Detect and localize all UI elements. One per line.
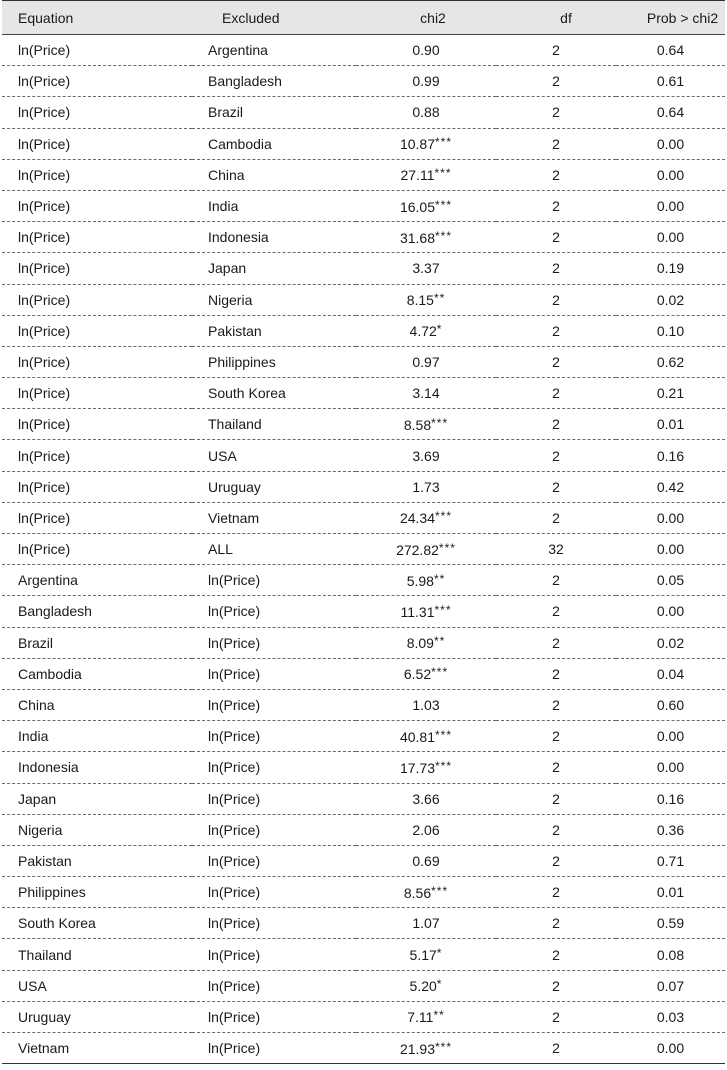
cell-excluded: ln(Price) (208, 665, 261, 682)
table-row (2, 284, 725, 315)
cell-prob: 0.59 (656, 915, 685, 932)
cell-excluded: ln(Price) (208, 1008, 261, 1025)
chi2-value: 10.87 (399, 136, 436, 153)
cell-df: 2 (552, 634, 560, 651)
cell-df: 2 (552, 759, 560, 776)
cell-equation: ln(Price) (18, 416, 71, 433)
cell-prob: 0.00 (656, 198, 685, 215)
table-row (2, 877, 725, 908)
cell-equation: ln(Price) (18, 229, 71, 246)
table-row (2, 128, 725, 159)
significance-stars: *** (435, 758, 453, 773)
table-row (2, 222, 725, 253)
cell-df: 2 (552, 852, 560, 869)
cell-df: 2 (552, 229, 560, 246)
cell-df: 2 (552, 1008, 560, 1025)
cell-prob: 0.03 (656, 1008, 685, 1025)
cell-df: 2 (552, 135, 560, 152)
cell-df: 2 (552, 821, 560, 838)
cell-df: 2 (552, 603, 560, 620)
significance-stars: *** (438, 540, 456, 555)
table-row (2, 66, 725, 97)
cell-chi2 (356, 128, 496, 159)
cell-df: 2 (552, 198, 560, 215)
cell-chi2 (356, 315, 496, 346)
cell-equation: South Korea (18, 915, 96, 932)
significance-stars: * (436, 946, 443, 961)
table-row (2, 908, 725, 939)
cell-prob: 0.16 (656, 790, 685, 807)
table-row (2, 596, 725, 627)
cell-excluded: Brazil (208, 104, 244, 121)
cell-chi2 (356, 877, 496, 908)
cell-excluded: Pakistan (208, 322, 262, 339)
table-row (2, 752, 725, 783)
table-row (2, 1033, 725, 1064)
chi2-value: 3.69 (412, 447, 440, 464)
cell-prob: 0.05 (656, 572, 685, 589)
chi2-value: 0.90 (412, 42, 440, 59)
cell-excluded: Uruguay (208, 478, 261, 495)
significance-stars: *** (431, 665, 449, 680)
cell-prob: 0.62 (656, 353, 685, 370)
cell-equation: ln(Price) (18, 509, 71, 526)
table-row (2, 440, 725, 471)
chi2-value: 1.73 (412, 478, 440, 495)
cell-prob: 0.19 (656, 260, 685, 277)
cell-df: 2 (552, 385, 560, 402)
cell-chi2 (356, 66, 496, 97)
significance-stars: *** (435, 509, 453, 524)
cell-equation: Indonesia (18, 759, 79, 776)
cell-excluded: ln(Price) (208, 634, 261, 651)
chi2-value: 16.05 (399, 198, 436, 215)
cell-df: 2 (552, 260, 560, 277)
table-row (2, 689, 725, 720)
table-row (2, 471, 725, 502)
chi2-value: 0.88 (412, 104, 440, 121)
cell-prob: 0.42 (656, 478, 685, 495)
cell-equation: Nigeria (18, 821, 63, 838)
cell-excluded: Nigeria (208, 291, 253, 308)
significance-stars: * (436, 977, 443, 992)
cell-excluded: Japan (208, 260, 247, 277)
cell-equation: ln(Price) (18, 198, 71, 215)
cell-prob: 0.02 (656, 291, 685, 308)
cell-prob: 0.60 (656, 697, 685, 714)
cell-prob: 0.02 (656, 634, 685, 651)
cell-chi2 (356, 689, 496, 720)
cell-equation: India (18, 728, 49, 745)
header-prob: Prob > chi2 (646, 9, 719, 26)
cell-df: 2 (552, 977, 560, 994)
cell-excluded: ln(Price) (208, 884, 261, 901)
cell-chi2 (356, 939, 496, 970)
cell-equation: USA (18, 977, 47, 994)
cell-df: 2 (552, 697, 560, 714)
table-row (2, 35, 725, 66)
table-row (2, 1001, 725, 1032)
cell-equation: Pakistan (18, 852, 72, 869)
cell-excluded: ln(Price) (208, 603, 261, 620)
cell-equation: Uruguay (18, 1008, 71, 1025)
cell-equation: ln(Price) (18, 73, 71, 90)
table-row (2, 970, 725, 1001)
significance-stars: ** (433, 291, 446, 306)
table-body (2, 35, 725, 1064)
chi2-value: 2.06 (412, 821, 440, 838)
granger-causality-table (2, 0, 725, 1064)
cell-equation: ln(Price) (18, 291, 71, 308)
cell-chi2 (356, 845, 496, 876)
chi2-value: 7.11 (407, 1009, 434, 1026)
cell-excluded: South Korea (208, 385, 286, 402)
cell-equation: ln(Price) (18, 166, 71, 183)
chi2-value: 0.69 (412, 852, 440, 869)
chi2-value: 5.98 (406, 572, 434, 589)
cell-equation: Japan (18, 790, 57, 807)
cell-df: 2 (552, 322, 560, 339)
cell-prob: 0.00 (656, 728, 685, 745)
cell-equation: Cambodia (18, 665, 82, 682)
significance-stars: ** (433, 634, 446, 649)
cell-chi2 (356, 222, 496, 253)
cell-excluded: Vietnam (208, 509, 260, 526)
cell-df: 2 (552, 416, 560, 433)
cell-chi2 (356, 35, 496, 66)
cell-chi2 (356, 97, 496, 128)
header-df: df (560, 9, 572, 26)
cell-excluded: ln(Price) (208, 759, 261, 776)
cell-excluded: ln(Price) (208, 915, 261, 932)
cell-equation: ln(Price) (18, 353, 71, 370)
significance-stars: *** (431, 415, 449, 430)
chi2-value: 27.11 (400, 167, 435, 184)
cell-df: 2 (552, 665, 560, 682)
table-header (2, 1, 725, 35)
cell-prob: 0.00 (656, 229, 685, 246)
cell-df: 2 (552, 291, 560, 308)
cell-prob: 0.00 (656, 166, 685, 183)
cell-prob: 0.00 (656, 509, 685, 526)
table-row (2, 502, 725, 533)
cell-excluded: ln(Price) (208, 728, 261, 745)
header-equation: Equation (18, 9, 74, 26)
cell-excluded: ln(Price) (208, 697, 261, 714)
cell-prob: 0.00 (656, 603, 685, 620)
chi2-value: 31.68 (399, 229, 436, 246)
cell-df: 2 (552, 166, 560, 183)
cell-equation: Brazil (18, 634, 54, 651)
significance-stars: * (436, 322, 443, 337)
cell-prob: 0.01 (656, 884, 685, 901)
cell-prob: 0.21 (656, 385, 685, 402)
chi2-value: 8.09 (406, 635, 434, 652)
cell-prob: 0.36 (656, 821, 685, 838)
cell-chi2 (356, 908, 496, 939)
cell-chi2 (356, 409, 496, 440)
chi2-value: 0.99 (412, 73, 440, 90)
significance-stars: *** (435, 727, 453, 742)
significance-stars: *** (435, 197, 453, 212)
cell-df: 2 (552, 946, 560, 963)
cell-chi2 (356, 970, 496, 1001)
cell-equation: Argentina (18, 572, 78, 589)
cell-chi2 (356, 658, 496, 689)
cell-chi2 (356, 721, 496, 752)
table-row (2, 346, 725, 377)
cell-prob: 0.01 (656, 416, 685, 433)
cell-chi2 (356, 534, 496, 565)
cell-equation: Thailand (18, 946, 72, 963)
cell-df: 2 (552, 478, 560, 495)
cell-df: 32 (548, 541, 564, 558)
cell-equation: ln(Price) (18, 104, 71, 121)
chi2-value: 8.15 (406, 292, 434, 309)
cell-prob: 0.04 (656, 665, 685, 682)
table-row (2, 721, 725, 752)
cell-chi2 (356, 471, 496, 502)
cell-equation: ln(Price) (18, 135, 71, 152)
header-excluded: Excluded (222, 9, 280, 26)
chi2-value: 0.97 (412, 353, 440, 370)
table-row (2, 627, 725, 658)
cell-excluded: ALL (208, 541, 233, 558)
significance-stars: *** (431, 883, 449, 898)
chi2-value: 5.17 (409, 947, 437, 964)
cell-excluded: ln(Price) (208, 1040, 261, 1057)
header-row (2, 1, 725, 35)
cell-prob: 0.16 (656, 447, 685, 464)
cell-excluded: Thailand (208, 416, 262, 433)
cell-chi2 (356, 565, 496, 596)
cell-equation: ln(Price) (18, 322, 71, 339)
cell-excluded: USA (208, 447, 237, 464)
cell-chi2 (356, 1001, 496, 1032)
table-row (2, 315, 725, 346)
cell-df: 2 (552, 728, 560, 745)
significance-stars: *** (434, 166, 452, 181)
cell-df: 2 (552, 572, 560, 589)
significance-stars: *** (435, 228, 453, 243)
cell-excluded: Bangladesh (208, 73, 282, 90)
cell-chi2 (356, 159, 496, 190)
cell-prob: 0.00 (656, 759, 685, 776)
cell-equation: ln(Price) (18, 478, 71, 495)
cell-chi2 (356, 596, 496, 627)
cell-chi2 (356, 502, 496, 533)
cell-equation: Philippines (18, 884, 86, 901)
cell-equation: China (18, 697, 55, 714)
cell-df: 2 (552, 447, 560, 464)
cell-excluded: ln(Price) (208, 852, 261, 869)
cell-prob: 0.08 (656, 946, 685, 963)
significance-stars: *** (435, 1039, 453, 1054)
results-table-container (2, 0, 725, 1064)
significance-stars: ** (433, 1008, 445, 1023)
cell-excluded: Philippines (208, 353, 276, 370)
cell-chi2 (356, 814, 496, 845)
cell-excluded: ln(Price) (208, 977, 261, 994)
chi2-value: 17.73 (399, 759, 436, 776)
chi2-value: 24.34 (399, 510, 436, 527)
chi2-value: 272.82 (396, 541, 439, 558)
cell-equation: ln(Price) (18, 260, 71, 277)
chi2-value: 40.81 (399, 728, 436, 745)
cell-df: 2 (552, 104, 560, 121)
cell-equation: ln(Price) (18, 385, 71, 402)
chi2-value: 4.72 (409, 323, 437, 340)
chi2-value: 1.07 (412, 915, 440, 932)
cell-df: 2 (552, 790, 560, 807)
cell-df: 2 (552, 509, 560, 526)
cell-chi2 (356, 253, 496, 284)
cell-chi2 (356, 627, 496, 658)
chi2-value: 11.31 (400, 603, 435, 620)
cell-chi2 (356, 1033, 496, 1064)
table-row (2, 253, 725, 284)
cell-excluded: Indonesia (208, 229, 269, 246)
cell-prob: 0.00 (656, 135, 685, 152)
significance-stars: ** (433, 571, 446, 586)
cell-excluded: ln(Price) (208, 946, 261, 963)
table-row (2, 814, 725, 845)
table-row (2, 783, 725, 814)
cell-equation: Bangladesh (18, 603, 92, 620)
cell-chi2 (356, 190, 496, 221)
cell-excluded: ln(Price) (208, 572, 261, 589)
chi2-value: 8.56 (403, 884, 432, 901)
cell-prob: 0.64 (656, 42, 685, 59)
table-row (2, 190, 725, 221)
cell-prob: 0.64 (656, 104, 685, 121)
cell-equation: Vietnam (18, 1040, 70, 1057)
chi2-value: 3.66 (412, 790, 440, 807)
table-row (2, 845, 725, 876)
cell-excluded: ln(Price) (208, 790, 261, 807)
cell-df: 2 (552, 73, 560, 90)
chi2-value: 1.03 (412, 697, 440, 714)
cell-equation: ln(Price) (18, 42, 71, 59)
cell-excluded: Cambodia (208, 135, 272, 152)
chi2-value: 8.58 (403, 416, 432, 433)
table-row (2, 159, 725, 190)
table-row (2, 534, 725, 565)
cell-equation: ln(Price) (18, 541, 71, 558)
cell-chi2 (356, 378, 496, 409)
table-row (2, 565, 725, 596)
cell-prob: 0.71 (656, 852, 685, 869)
chi2-value: 3.37 (412, 260, 440, 277)
table-row (2, 658, 725, 689)
cell-chi2 (356, 440, 496, 471)
cell-prob: 0.07 (656, 977, 685, 994)
cell-prob: 0.61 (656, 73, 685, 90)
cell-chi2 (356, 346, 496, 377)
cell-equation: ln(Price) (18, 447, 71, 464)
header-chi2: chi2 (420, 9, 446, 26)
cell-prob: 0.00 (656, 1040, 685, 1057)
cell-prob: 0.00 (656, 541, 685, 558)
table-row (2, 939, 725, 970)
chi2-value: 6.52 (403, 666, 432, 683)
cell-chi2 (356, 783, 496, 814)
chi2-value: 21.93 (399, 1040, 436, 1057)
cell-df: 2 (552, 1040, 560, 1057)
table-row (2, 378, 725, 409)
cell-excluded: China (208, 166, 245, 183)
cell-excluded: ln(Price) (208, 821, 261, 838)
table-row (2, 409, 725, 440)
cell-chi2 (356, 752, 496, 783)
cell-chi2 (356, 284, 496, 315)
cell-excluded: India (208, 198, 239, 215)
chi2-value: 5.20 (409, 978, 437, 995)
cell-df: 2 (552, 353, 560, 370)
cell-df: 2 (552, 884, 560, 901)
table-row (2, 97, 725, 128)
cell-df: 2 (552, 915, 560, 932)
cell-df: 2 (552, 42, 560, 59)
cell-excluded: Argentina (208, 42, 268, 59)
significance-stars: *** (434, 602, 452, 617)
cell-prob: 0.10 (656, 322, 685, 339)
chi2-value: 3.14 (412, 385, 440, 402)
significance-stars: *** (435, 135, 453, 150)
